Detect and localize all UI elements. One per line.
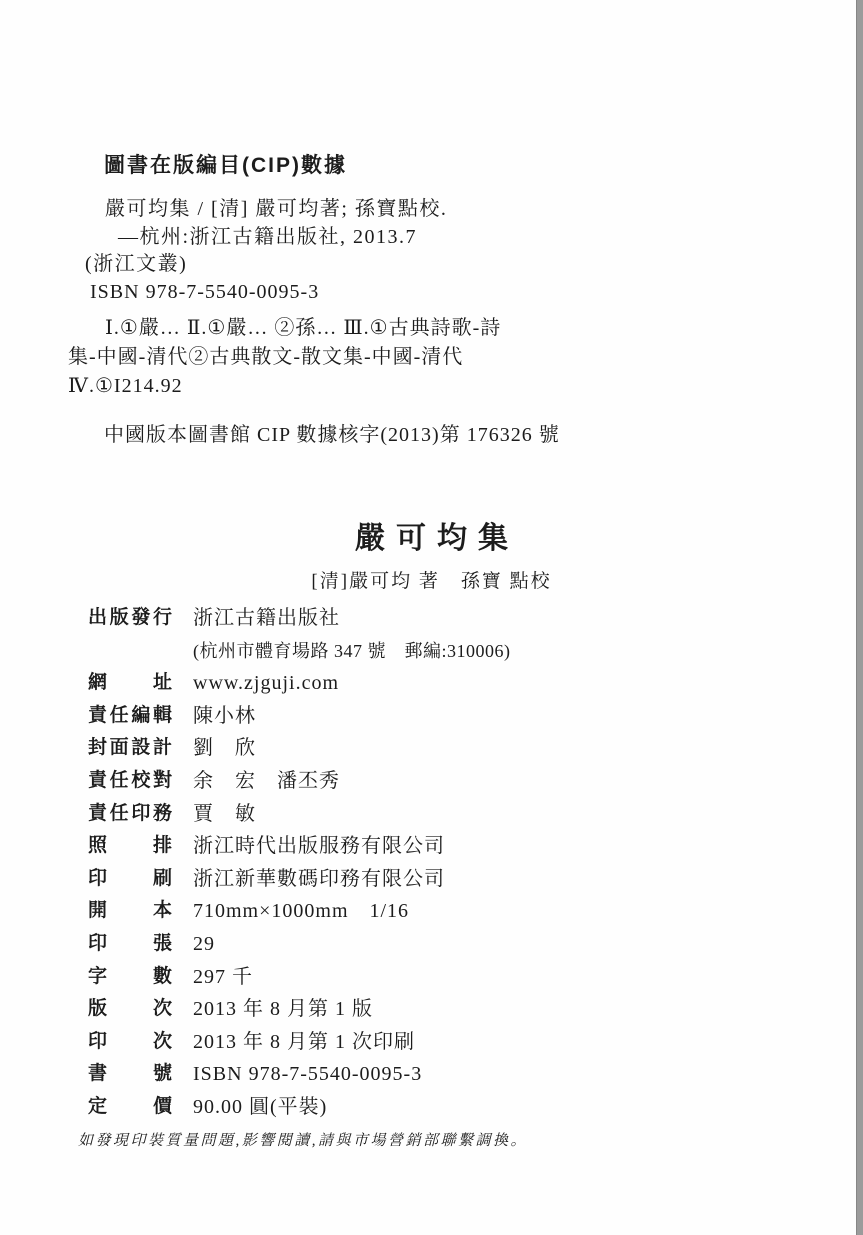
- quality-notice: 如發現印裝質量問題,影響閱讀,請與市場營銷部聯繫調換。: [78, 1133, 529, 1149]
- colophon-value: 陳小林: [193, 704, 256, 727]
- book-byline: [清]嚴可均 著 孫寶 點校: [311, 571, 552, 592]
- colophon-row-cover-design: [88, 732, 511, 765]
- colophon-value: 浙江古籍出版社: [193, 607, 340, 629]
- colophon-value: www.zjguji.com: [193, 672, 340, 695]
- colophon-value: 浙江時代出版服務有限公司: [193, 835, 445, 858]
- colophon-row-print-supervisor: [88, 798, 511, 831]
- cip-record-line: (浙江文叢): [85, 253, 188, 275]
- colophon-value: ISBN 978-7-5540-0095-3: [193, 1063, 423, 1086]
- colophon-label: 責任校對: [88, 769, 172, 791]
- colophon-value: 297 千: [193, 965, 253, 988]
- colophon-row-editor: [88, 700, 511, 733]
- cip-isbn-line: ISBN 978-7-5540-0095-3: [90, 280, 320, 303]
- colophon-row-isbn: [88, 1058, 511, 1091]
- colophon-label: 印次: [88, 1030, 172, 1052]
- cip-record-line: 嚴可均集 / [清] 嚴可均著; 孫寶點校.: [105, 198, 448, 220]
- colophon-label: 開本: [88, 900, 172, 922]
- colophon-row-website: [88, 667, 511, 700]
- colophon-table: [88, 602, 511, 1124]
- colophon-row-price: [88, 1091, 511, 1124]
- colophon-value: 2013 年 8 月第 1 次印刷: [193, 1030, 415, 1053]
- colophon-value: 浙江新華數碼印務有限公司: [193, 867, 445, 890]
- cip-classification-line: Ⅰ.①嚴… Ⅱ.①嚴… ②孫… Ⅲ.①古典詩歌-詩: [105, 317, 502, 339]
- cip-header: 圖書在版編目(CIP)數據: [104, 154, 347, 177]
- colophon-row-edition: [88, 993, 511, 1026]
- book-title: 嚴可均集: [355, 522, 519, 555]
- publisher-address-note: (杭州市體育場路 347 號 郵編:310006): [193, 640, 511, 661]
- colophon-row-publisher: [88, 602, 511, 635]
- colophon-row-publisher-address: [88, 635, 511, 668]
- colophon-row-typesetting: [88, 830, 511, 863]
- cip-classification-block: [68, 314, 501, 401]
- colophon-label: 封面設計: [88, 737, 172, 759]
- colophon-value: 2013 年 8 月第 1 版: [193, 998, 373, 1021]
- colophon-value: 90.00 圓(平裝): [193, 1095, 328, 1118]
- colophon-row-sheets: [88, 928, 511, 961]
- colophon-label: 書號: [88, 1063, 172, 1085]
- colophon-row-printing: [88, 863, 511, 896]
- colophon-label: 印張: [88, 932, 172, 954]
- colophon-row-impression: [88, 1026, 511, 1059]
- cip-classification-line: Ⅳ.①I214.92: [68, 375, 183, 397]
- colophon-value: 賈 敏: [193, 802, 256, 825]
- colophon-label: 責任編輯: [88, 704, 172, 726]
- colophon-label: 網址: [88, 672, 172, 694]
- colophon-label: 字數: [88, 965, 172, 987]
- cip-record-block: [68, 196, 447, 306]
- colophon-value: 29: [193, 932, 215, 955]
- colophon-row-word-count: [88, 961, 511, 994]
- colophon-value: 余 宏 潘丕秀: [193, 769, 340, 792]
- colophon-label: 責任印務: [88, 802, 172, 824]
- colophon-label: 出版發行: [88, 607, 172, 628]
- cip-record-line: —杭州:浙江古籍出版社, 2013.7: [118, 225, 418, 248]
- colophon-row-proofreader: [88, 765, 511, 798]
- scan-edge-band: [856, 0, 863, 1235]
- colophon-value: 劉 欣: [193, 737, 256, 760]
- colophon-label: 定價: [88, 1095, 172, 1117]
- cip-registry-line: 中國版本圖書館 CIP 數據核字(2013)第 176326 號: [104, 424, 560, 446]
- colophon-label: 照排: [88, 835, 172, 857]
- colophon-label: 版次: [88, 998, 172, 1020]
- colophon-value: 710mm×1000mm 1/16: [193, 900, 410, 923]
- colophon-row-format: [88, 895, 511, 928]
- colophon-label: 印刷: [88, 867, 172, 889]
- cip-classification-line: 集-中國-清代②古典散文-散文集-中國-清代: [68, 346, 464, 368]
